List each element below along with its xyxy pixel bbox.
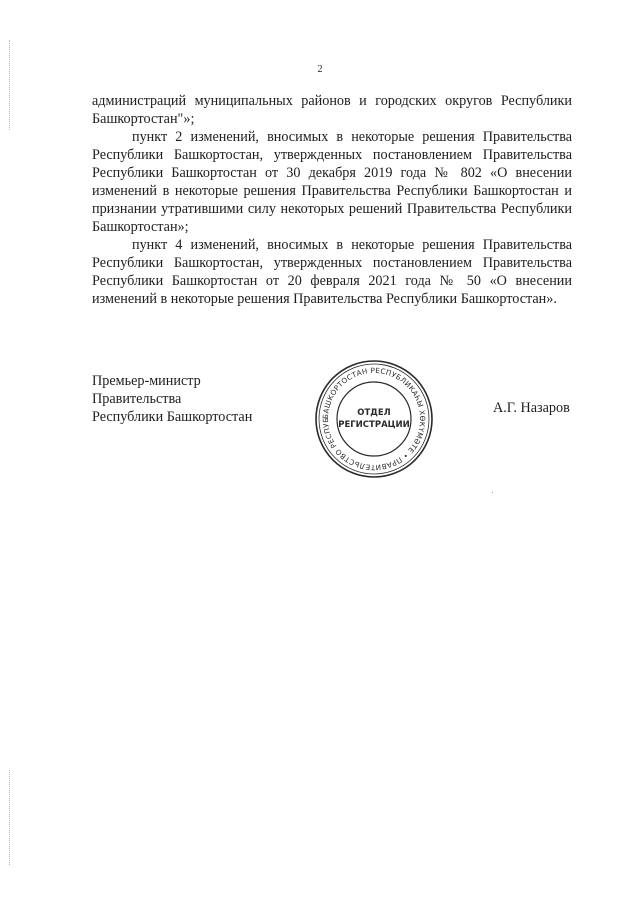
signatory-title	[92, 372, 252, 426]
paragraph-continuation: администраций муниципальных районов и городских округов Республики Башкортостан"»;	[92, 93, 572, 127]
scan-margin-marks	[9, 770, 12, 865]
signatory-title-line: Республики Башкортостан	[92, 409, 253, 425]
document-body	[92, 92, 572, 308]
scan-margin-marks	[9, 40, 12, 130]
page-number: 2	[317, 64, 323, 75]
official-stamp	[312, 357, 436, 481]
paragraph-item-4: пункт 4 изменений, вносимых в некоторые решения Правительства Республики Башкортостан, утвержденных постановлением Правительства Республики Башкортостан от 20 февраля 2021 года № 50 «О внесении изменений в некоторые решения Правительства Республики Башкортостан».	[92, 237, 572, 307]
stamp-center-line: ОТДЕЛ	[357, 408, 391, 418]
stamp-ring-text: БАШКОРТОСТАН РЕСПУБЛИКАҺЫ ХӨКҮМӘТЕ • ПРАВИТЕЛЬСТВО РЕСПУБ	[320, 365, 428, 473]
signatory-title-line: Правительства	[92, 391, 182, 407]
signer-name: А.Г. Назаров	[493, 400, 570, 416]
scan-speck	[492, 492, 493, 493]
stamp-center-line: РЕГИСТРАЦИИ	[338, 420, 410, 430]
paragraph-item-2: пункт 2 изменений, вносимых в некоторые решения Правительства Республики Башкортостан, утвержденных постановлением Правительства Республики Башкортостан от 30 декабря 2019 года № 802 «О внесении изменений в некоторые решения Правительства Республики Башкортостан и признании утратившими силу некоторых решений Правительства Республики Башкортостан»;	[92, 129, 572, 235]
signatory-title-line: Премьер-министр	[92, 373, 201, 389]
